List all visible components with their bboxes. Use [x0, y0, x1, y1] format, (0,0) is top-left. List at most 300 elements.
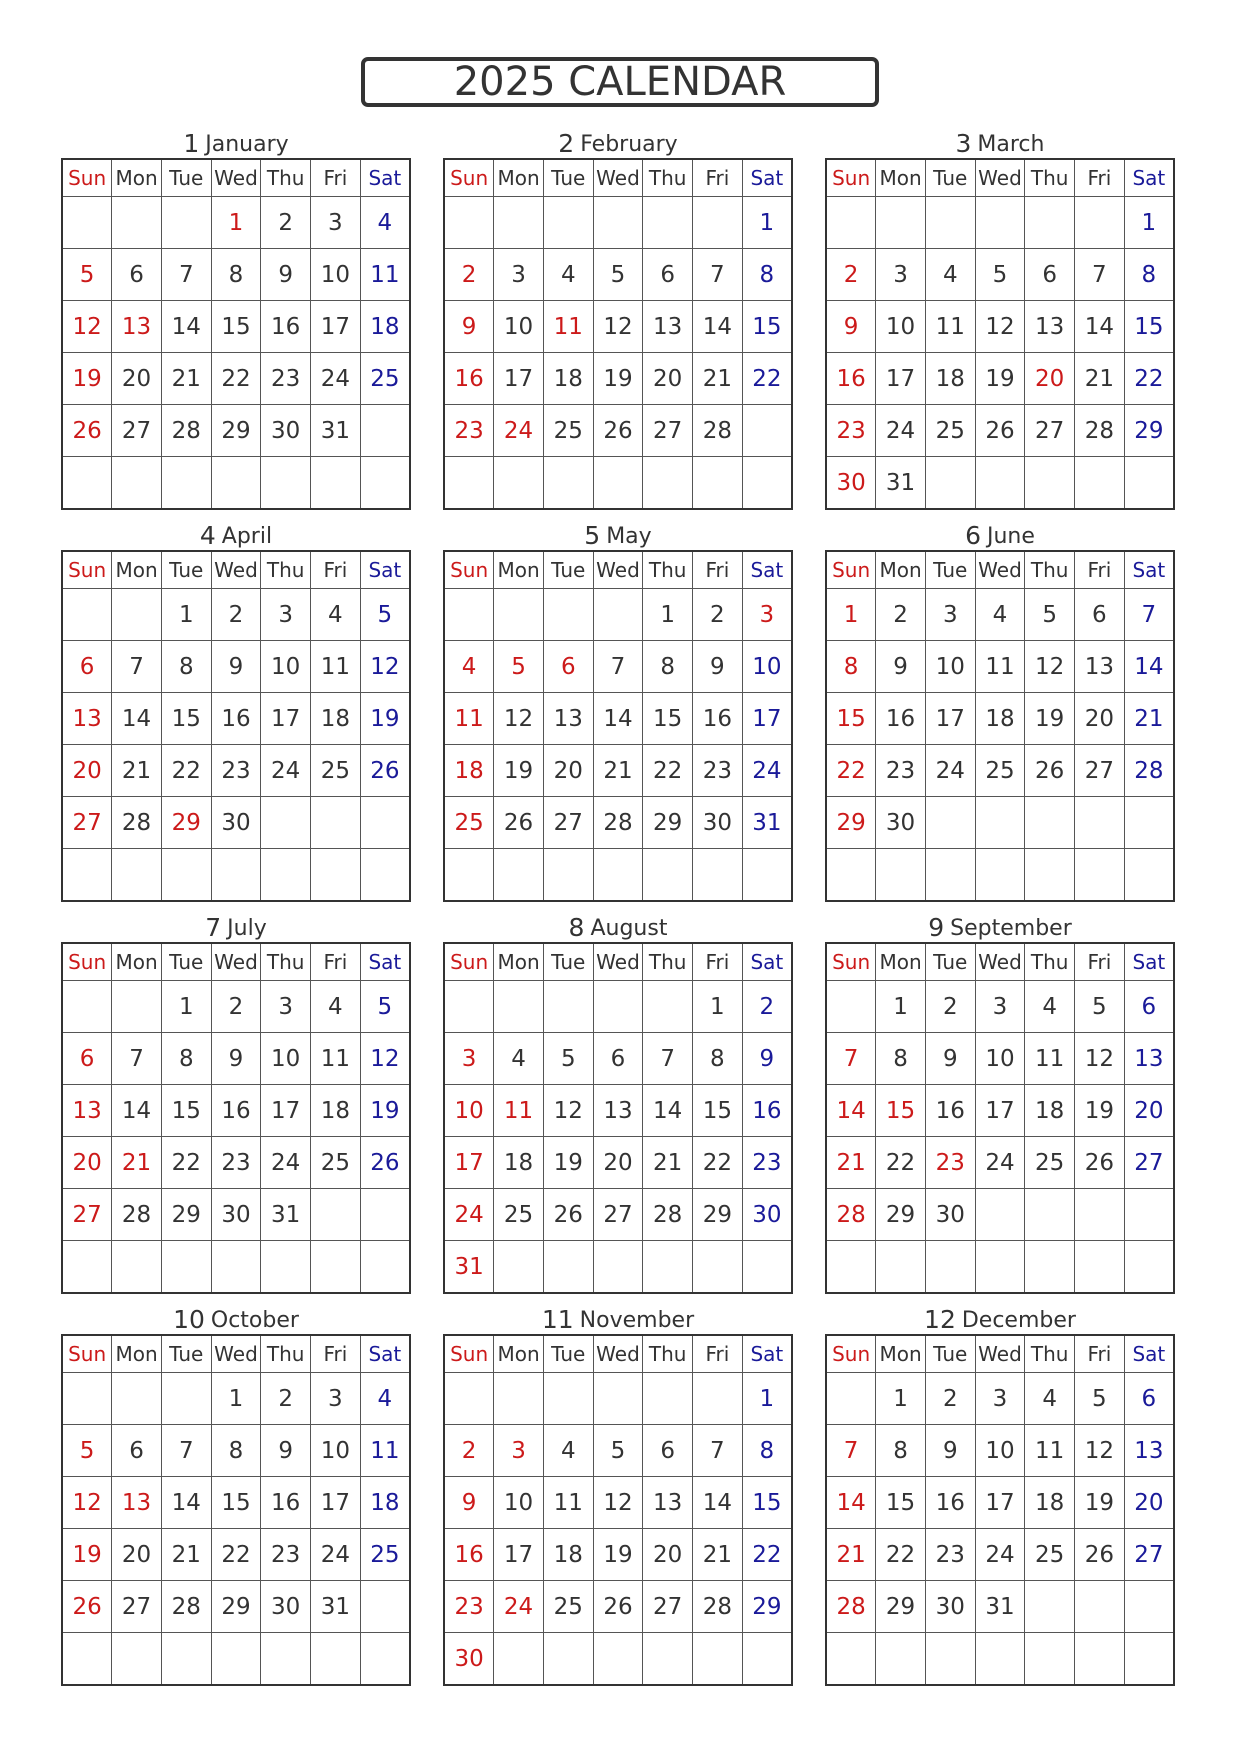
weekday-header-row	[444, 943, 792, 981]
month-name: April	[221, 524, 273, 549]
day-cell: 17	[742, 693, 792, 745]
day-cell: 13	[1124, 1033, 1174, 1085]
day-cell: 14	[693, 301, 743, 353]
empty-cell	[494, 981, 544, 1033]
day-cell: 2	[925, 1373, 975, 1425]
empty-cell	[360, 405, 410, 457]
day-cell: 16	[444, 1529, 494, 1581]
day-cell: 18	[1025, 1085, 1075, 1137]
day-cell: 3	[876, 249, 926, 301]
day-cell: 6	[593, 1033, 643, 1085]
month-grid	[443, 942, 793, 1294]
day-cell: 22	[742, 1529, 792, 1581]
weekday-header-sun: Sun	[826, 1335, 876, 1373]
day-cell: 5	[494, 641, 544, 693]
weekday-header-fri: Fri	[1075, 551, 1125, 589]
weekday-header-row	[62, 551, 410, 589]
empty-cell	[112, 1373, 162, 1425]
empty-cell	[62, 981, 112, 1033]
day-cell: 20	[112, 353, 162, 405]
day-cell: 13	[1025, 301, 1075, 353]
weekday-header-row	[444, 1335, 792, 1373]
day-cell: 2	[693, 589, 743, 641]
week-row	[826, 1425, 1174, 1477]
weekday-header-wed: Wed	[211, 159, 261, 197]
day-cell: 21	[826, 1529, 876, 1581]
weekday-header-mon: Mon	[876, 1335, 926, 1373]
empty-cell	[876, 1633, 926, 1686]
day-cell: 7	[693, 249, 743, 301]
day-cell: 15	[876, 1477, 926, 1529]
day-cell: 25	[360, 1529, 410, 1581]
day-cell: 11	[925, 301, 975, 353]
empty-cell	[543, 981, 593, 1033]
weekday-header-wed: Wed	[975, 159, 1025, 197]
month-title	[825, 120, 1175, 158]
day-cell: 10	[925, 641, 975, 693]
day-cell: 11	[543, 1477, 593, 1529]
empty-cell	[494, 1633, 544, 1686]
day-cell: 8	[211, 249, 261, 301]
day-cell: 19	[62, 1529, 112, 1581]
month-title	[61, 904, 411, 942]
empty-cell	[360, 457, 410, 510]
day-cell: 30	[925, 1581, 975, 1633]
day-cell: 18	[1025, 1477, 1075, 1529]
weekday-header-row	[62, 1335, 410, 1373]
day-cell: 2	[444, 249, 494, 301]
day-cell: 14	[112, 693, 162, 745]
day-cell: 23	[261, 353, 311, 405]
month-april	[61, 512, 411, 902]
month-title	[443, 904, 793, 942]
day-cell: 14	[826, 1477, 876, 1529]
day-cell: 25	[360, 353, 410, 405]
empty-cell	[311, 457, 361, 510]
empty-cell	[261, 1241, 311, 1294]
day-cell: 25	[543, 1581, 593, 1633]
day-cell: 14	[1075, 301, 1125, 353]
week-row	[62, 1633, 410, 1686]
empty-cell	[112, 849, 162, 902]
day-cell: 14	[161, 1477, 211, 1529]
month-title	[443, 1296, 793, 1334]
empty-cell	[643, 1241, 693, 1294]
empty-cell	[1025, 1189, 1075, 1241]
day-cell: 5	[1075, 981, 1125, 1033]
day-cell: 31	[975, 1581, 1025, 1633]
empty-cell	[444, 849, 494, 902]
empty-cell	[161, 1633, 211, 1686]
empty-cell	[211, 1241, 261, 1294]
day-cell: 19	[1075, 1477, 1125, 1529]
day-cell: 12	[1075, 1425, 1125, 1477]
day-cell: 10	[876, 301, 926, 353]
day-cell: 28	[593, 797, 643, 849]
empty-cell	[742, 849, 792, 902]
day-cell: 27	[1124, 1137, 1174, 1189]
empty-cell	[742, 457, 792, 510]
day-cell: 21	[112, 1137, 162, 1189]
day-cell: 28	[643, 1189, 693, 1241]
empty-cell	[161, 1241, 211, 1294]
month-title	[825, 512, 1175, 550]
day-cell: 4	[975, 589, 1025, 641]
day-cell: 25	[925, 405, 975, 457]
weekday-header-sat: Sat	[360, 1335, 410, 1373]
empty-cell	[112, 589, 162, 641]
day-cell: 11	[1025, 1425, 1075, 1477]
weekday-header-mon: Mon	[494, 943, 544, 981]
day-cell: 25	[1025, 1529, 1075, 1581]
month-name: November	[579, 1308, 695, 1333]
month-february	[443, 120, 793, 510]
day-cell: 7	[112, 641, 162, 693]
week-row	[62, 197, 410, 249]
day-cell: 17	[925, 693, 975, 745]
empty-cell	[1025, 197, 1075, 249]
empty-cell	[876, 197, 926, 249]
day-cell: 26	[543, 1189, 593, 1241]
day-cell: 1	[643, 589, 693, 641]
day-cell: 15	[693, 1085, 743, 1137]
empty-cell	[693, 197, 743, 249]
day-cell: 31	[444, 1241, 494, 1294]
empty-cell	[1075, 1633, 1125, 1686]
day-cell: 2	[742, 981, 792, 1033]
month-august	[443, 904, 793, 1294]
day-cell: 11	[975, 641, 1025, 693]
empty-cell	[593, 457, 643, 510]
weekday-header-row	[826, 943, 1174, 981]
week-row	[444, 641, 792, 693]
empty-cell	[543, 1633, 593, 1686]
day-cell: 4	[360, 197, 410, 249]
empty-cell	[112, 981, 162, 1033]
empty-cell	[826, 197, 876, 249]
week-row	[62, 405, 410, 457]
empty-cell	[593, 849, 643, 902]
day-cell: 1	[742, 1373, 792, 1425]
day-cell: 3	[494, 1425, 544, 1477]
empty-cell	[494, 1241, 544, 1294]
weekday-header-thu: Thu	[261, 943, 311, 981]
day-cell: 21	[161, 1529, 211, 1581]
month-name: August	[590, 916, 668, 941]
day-cell: 28	[112, 1189, 162, 1241]
day-cell: 15	[826, 693, 876, 745]
month-grid	[61, 158, 411, 510]
weekday-header-thu: Thu	[1025, 159, 1075, 197]
day-cell: 2	[925, 981, 975, 1033]
day-cell: 25	[311, 745, 361, 797]
empty-cell	[1124, 849, 1174, 902]
day-cell: 9	[211, 1033, 261, 1085]
day-cell: 14	[112, 1085, 162, 1137]
weekday-header-thu: Thu	[261, 159, 311, 197]
empty-cell	[444, 457, 494, 510]
weekday-header-thu: Thu	[643, 551, 693, 589]
day-cell: 20	[112, 1529, 162, 1581]
empty-cell	[1075, 1189, 1125, 1241]
month-number: 9	[928, 913, 945, 942]
month-october	[61, 1296, 411, 1686]
day-cell: 13	[112, 1477, 162, 1529]
empty-cell	[1124, 457, 1174, 510]
month-grid	[61, 550, 411, 902]
month-title	[825, 1296, 1175, 1334]
empty-cell	[261, 849, 311, 902]
day-cell: 30	[742, 1189, 792, 1241]
day-cell: 27	[1025, 405, 1075, 457]
day-cell: 24	[261, 745, 311, 797]
weekday-header-sun: Sun	[62, 1335, 112, 1373]
weekday-header-sun: Sun	[444, 943, 494, 981]
day-cell: 28	[1075, 405, 1125, 457]
day-cell: 5	[975, 249, 1025, 301]
weekday-header-fri: Fri	[1075, 1335, 1125, 1373]
weekday-header-thu: Thu	[1025, 1335, 1075, 1373]
day-cell: 30	[925, 1189, 975, 1241]
empty-cell	[360, 1633, 410, 1686]
day-cell: 9	[742, 1033, 792, 1085]
day-cell: 14	[643, 1085, 693, 1137]
week-row	[826, 589, 1174, 641]
day-cell: 8	[742, 1425, 792, 1477]
day-cell: 19	[360, 1085, 410, 1137]
day-cell: 9	[925, 1033, 975, 1085]
day-cell: 16	[211, 1085, 261, 1137]
day-cell: 30	[211, 797, 261, 849]
empty-cell	[742, 405, 792, 457]
week-row	[444, 457, 792, 510]
week-row	[444, 745, 792, 797]
month-grid	[443, 158, 793, 510]
weekday-header-sat: Sat	[1124, 551, 1174, 589]
day-cell: 17	[494, 353, 544, 405]
day-cell: 31	[311, 1581, 361, 1633]
day-cell: 15	[643, 693, 693, 745]
empty-cell	[360, 797, 410, 849]
weekday-header-wed: Wed	[211, 1335, 261, 1373]
month-number: 4	[199, 521, 216, 550]
day-cell: 15	[211, 301, 261, 353]
empty-cell	[112, 197, 162, 249]
day-cell: 24	[261, 1137, 311, 1189]
day-cell: 5	[1025, 589, 1075, 641]
empty-cell	[643, 197, 693, 249]
day-cell: 7	[826, 1033, 876, 1085]
empty-cell	[1075, 849, 1125, 902]
day-cell: 16	[925, 1085, 975, 1137]
day-cell: 14	[1124, 641, 1174, 693]
week-row	[826, 849, 1174, 902]
day-cell: 23	[444, 405, 494, 457]
day-cell: 8	[742, 249, 792, 301]
week-row	[826, 1581, 1174, 1633]
month-title	[825, 904, 1175, 942]
day-cell: 21	[693, 353, 743, 405]
day-cell: 21	[161, 353, 211, 405]
day-cell: 8	[161, 641, 211, 693]
week-row	[826, 1137, 1174, 1189]
empty-cell	[693, 849, 743, 902]
day-cell: 31	[742, 797, 792, 849]
empty-cell	[494, 1373, 544, 1425]
empty-cell	[62, 1633, 112, 1686]
day-cell: 9	[211, 641, 261, 693]
day-cell: 6	[643, 249, 693, 301]
day-cell: 28	[693, 405, 743, 457]
day-cell: 22	[1124, 353, 1174, 405]
day-cell: 5	[593, 249, 643, 301]
day-cell: 1	[876, 981, 926, 1033]
empty-cell	[693, 1633, 743, 1686]
day-cell: 20	[543, 745, 593, 797]
empty-cell	[360, 1189, 410, 1241]
empty-cell	[742, 1633, 792, 1686]
day-cell: 14	[826, 1085, 876, 1137]
week-row	[62, 745, 410, 797]
empty-cell	[543, 589, 593, 641]
day-cell: 1	[161, 589, 211, 641]
weekday-header-sat: Sat	[742, 159, 792, 197]
day-cell: 16	[826, 353, 876, 405]
week-row	[444, 589, 792, 641]
month-number: 5	[584, 521, 601, 550]
weekday-header-sat: Sat	[742, 1335, 792, 1373]
day-cell: 23	[211, 745, 261, 797]
empty-cell	[925, 797, 975, 849]
day-cell: 10	[261, 1033, 311, 1085]
week-row	[826, 197, 1174, 249]
week-row	[826, 457, 1174, 510]
day-cell: 23	[444, 1581, 494, 1633]
day-cell: 31	[311, 405, 361, 457]
day-cell: 8	[876, 1033, 926, 1085]
weekday-header-wed: Wed	[593, 159, 643, 197]
week-row	[62, 1477, 410, 1529]
day-cell: 6	[62, 641, 112, 693]
day-cell: 23	[742, 1137, 792, 1189]
day-cell: 3	[975, 1373, 1025, 1425]
empty-cell	[311, 797, 361, 849]
day-cell: 2	[826, 249, 876, 301]
day-cell: 19	[975, 353, 1025, 405]
weekday-header-mon: Mon	[112, 159, 162, 197]
month-july	[61, 904, 411, 1294]
weekday-header-sat: Sat	[1124, 1335, 1174, 1373]
day-cell: 15	[876, 1085, 926, 1137]
month-grid	[61, 942, 411, 1294]
day-cell: 25	[543, 405, 593, 457]
weekday-header-row	[444, 551, 792, 589]
day-cell: 17	[444, 1137, 494, 1189]
day-cell: 30	[261, 1581, 311, 1633]
weekday-header-wed: Wed	[211, 551, 261, 589]
day-cell: 4	[360, 1373, 410, 1425]
day-cell: 4	[444, 641, 494, 693]
month-grid	[825, 942, 1175, 1294]
day-cell: 27	[1124, 1529, 1174, 1581]
empty-cell	[360, 849, 410, 902]
week-row	[444, 1189, 792, 1241]
empty-cell	[311, 1241, 361, 1294]
month-name: March	[977, 132, 1045, 157]
day-cell: 20	[1124, 1477, 1174, 1529]
day-cell: 24	[975, 1529, 1025, 1581]
day-cell: 26	[62, 405, 112, 457]
day-cell: 5	[1075, 1373, 1125, 1425]
week-row	[62, 641, 410, 693]
weekday-header-sat: Sat	[1124, 943, 1174, 981]
day-cell: 27	[543, 797, 593, 849]
day-cell: 26	[1025, 745, 1075, 797]
empty-cell	[211, 457, 261, 510]
day-cell: 26	[593, 405, 643, 457]
day-cell: 20	[1075, 693, 1125, 745]
empty-cell	[1124, 1241, 1174, 1294]
day-cell: 11	[543, 301, 593, 353]
empty-cell	[494, 849, 544, 902]
day-cell: 23	[925, 1137, 975, 1189]
weekday-header-fri: Fri	[311, 551, 361, 589]
week-row	[826, 1477, 1174, 1529]
day-cell: 22	[643, 745, 693, 797]
empty-cell	[311, 849, 361, 902]
day-cell: 6	[1124, 981, 1174, 1033]
month-december	[825, 1296, 1175, 1686]
day-cell: 31	[261, 1189, 311, 1241]
day-cell: 4	[925, 249, 975, 301]
empty-cell	[1075, 797, 1125, 849]
weekday-header-fri: Fri	[311, 1335, 361, 1373]
weekday-header-sun: Sun	[62, 943, 112, 981]
day-cell: 15	[161, 1085, 211, 1137]
day-cell: 3	[261, 589, 311, 641]
empty-cell	[444, 981, 494, 1033]
day-cell: 29	[161, 1189, 211, 1241]
week-row	[444, 1529, 792, 1581]
day-cell: 7	[1124, 589, 1174, 641]
weekday-header-fri: Fri	[1075, 943, 1125, 981]
day-cell: 27	[643, 1581, 693, 1633]
day-cell: 18	[444, 745, 494, 797]
day-cell: 24	[494, 1581, 544, 1633]
day-cell: 2	[876, 589, 926, 641]
day-cell: 2	[261, 1373, 311, 1425]
day-cell: 2	[261, 197, 311, 249]
empty-cell	[593, 1241, 643, 1294]
empty-cell	[876, 849, 926, 902]
weekday-header-fri: Fri	[311, 159, 361, 197]
day-cell: 11	[360, 1425, 410, 1477]
weekday-header-thu: Thu	[261, 1335, 311, 1373]
day-cell: 9	[261, 1425, 311, 1477]
day-cell: 22	[211, 1529, 261, 1581]
month-number: 7	[205, 913, 222, 942]
empty-cell	[261, 797, 311, 849]
empty-cell	[543, 457, 593, 510]
day-cell: 27	[593, 1189, 643, 1241]
day-cell: 21	[693, 1529, 743, 1581]
day-cell: 6	[1124, 1373, 1174, 1425]
day-cell: 3	[261, 981, 311, 1033]
week-row	[444, 849, 792, 902]
day-cell: 9	[693, 641, 743, 693]
empty-cell	[693, 1241, 743, 1294]
day-cell: 30	[211, 1189, 261, 1241]
